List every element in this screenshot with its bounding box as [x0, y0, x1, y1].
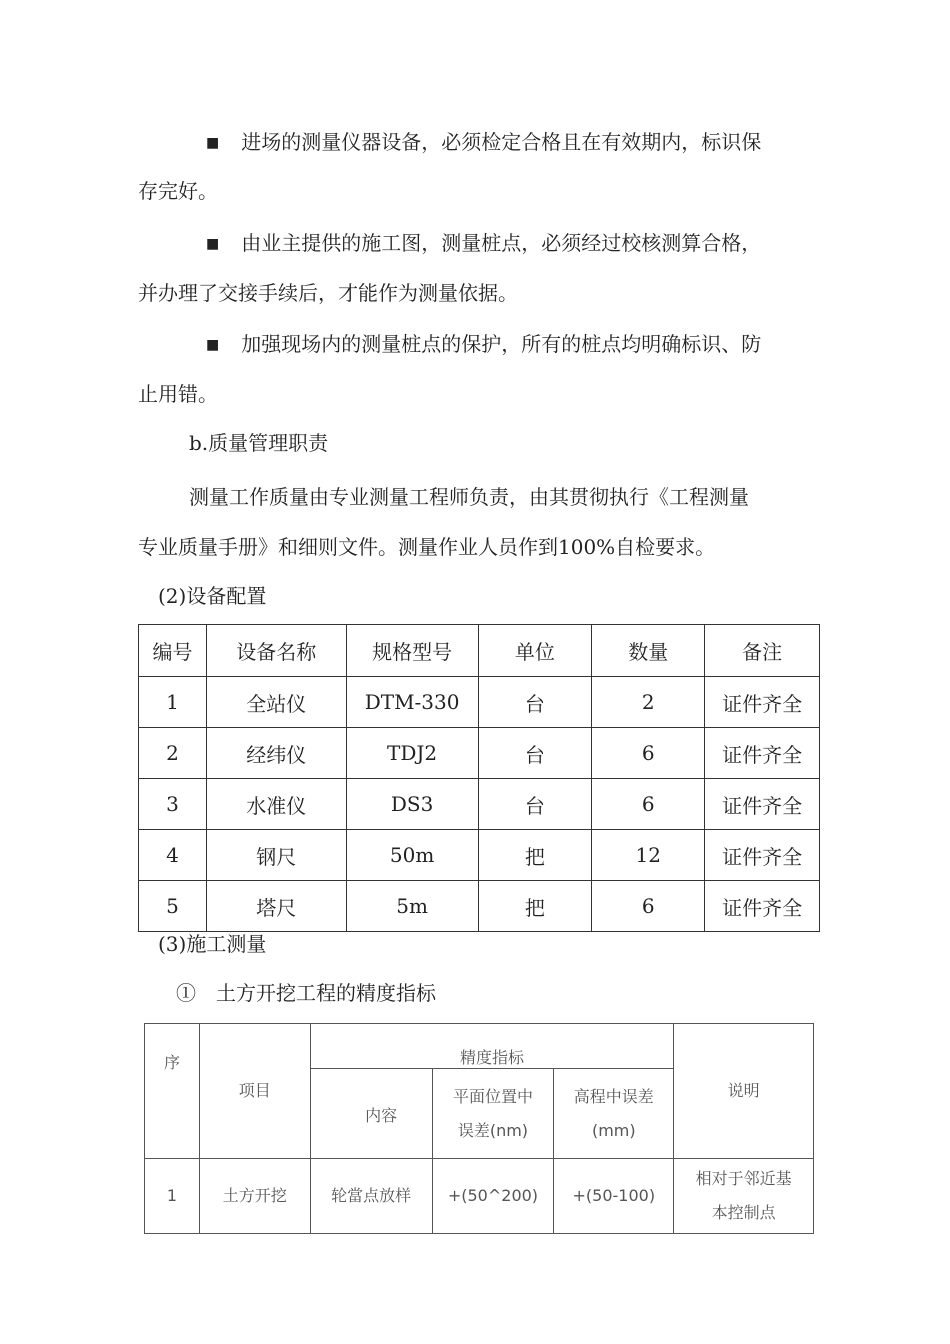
paragraph-continuation: 并办理了交接手续后，才能作为测量依据。 — [138, 281, 518, 305]
table-cell: 塔尺 — [206, 881, 346, 932]
paragraph-text: 由业主提供的施工图，测量桩点，必须经过校核测算合格， — [241, 231, 762, 255]
table-cell: 证件齐全 — [705, 881, 820, 932]
table-cell: 6 — [592, 881, 705, 932]
table-cell: 2 — [139, 728, 207, 779]
bullet-square-icon: ■ — [206, 337, 220, 353]
table-cell: 台 — [478, 779, 592, 830]
table-cell: 钢尺 — [206, 830, 346, 881]
table-cell: 1 — [145, 1159, 200, 1234]
paragraph-text: 加强现场内的测量桩点的保护，所有的桩点均明确标识、防 — [241, 332, 762, 356]
bullet-paragraph-2 — [206, 218, 761, 271]
table-cell: DTM-330 — [346, 677, 478, 728]
header-cell-text: 误差(nm) — [457, 1120, 529, 1140]
note-text: 本控制点 — [711, 1203, 776, 1222]
table-cell: 5m — [346, 881, 478, 932]
table-cell: 1 — [139, 677, 207, 728]
table-row — [139, 830, 820, 881]
header-cell-note: 说明 — [674, 1024, 814, 1159]
header-cell-elevation — [554, 1069, 674, 1159]
header-cell-text: (mm) — [591, 1120, 636, 1140]
header-cell-seq: 序 — [145, 1024, 200, 1159]
header-cell: 数量 — [592, 625, 705, 677]
table-cell: 证件齐全 — [705, 728, 820, 779]
header-cell-text: 高程中误差 — [573, 1086, 654, 1106]
header-cell: 规格型号 — [346, 625, 478, 677]
table-cell: +(50-100) — [554, 1159, 674, 1234]
paragraph-continuation: 专业质量手册》和细则文件。测量作业人员作到100%自检要求。 — [138, 535, 716, 559]
header-cell: 备注 — [705, 625, 820, 677]
table-cell: 把 — [478, 881, 592, 932]
header-cell-content: 内容 — [310, 1069, 432, 1159]
table-cell: 证件齐全 — [705, 830, 820, 881]
table-row — [145, 1159, 814, 1234]
subsection-heading-earthwork: ① 土方开挖工程的精度指标 — [176, 981, 436, 1005]
table-cell: TDJ2 — [346, 728, 478, 779]
table-cell: 4 — [139, 830, 207, 881]
bullet-paragraph-1 — [206, 117, 761, 170]
table-cell: 2 — [592, 677, 705, 728]
paragraph-quality: 测量工作质量由专业测量工程师负责，由其贯彻执行《工程测量 — [189, 485, 749, 509]
header-cell: 编号 — [139, 625, 207, 677]
header-cell-item: 项目 — [199, 1024, 310, 1159]
bullet-paragraph-3 — [206, 319, 761, 372]
table-cell: 台 — [478, 677, 592, 728]
table-cell: 证件齐全 — [705, 779, 820, 830]
table-cell: 经纬仪 — [206, 728, 346, 779]
table-cell-note — [674, 1159, 814, 1234]
table-cell: 12 — [592, 830, 705, 881]
table-cell: 6 — [592, 779, 705, 830]
paragraph-text: 进场的测量仪器设备，必须检定合格且在有效期内，标识保 — [241, 130, 762, 154]
header-cell-text: 平面位置中 — [452, 1086, 533, 1106]
paragraph-continuation: 止用错。 — [138, 382, 218, 406]
table-cell: 6 — [592, 728, 705, 779]
header-cell-precision: 精度指标 — [310, 1024, 674, 1069]
header-cell: 单位 — [478, 625, 592, 677]
table-cell: 50m — [346, 830, 478, 881]
table-row — [139, 728, 820, 779]
table-cell: 把 — [478, 830, 592, 881]
table-cell: 5 — [139, 881, 207, 932]
table-cell: +(50^200) — [432, 1159, 554, 1234]
section-heading-equipment: (2)设备配置 — [158, 584, 267, 608]
precision-table — [144, 1023, 814, 1234]
table-cell: 3 — [139, 779, 207, 830]
table-header-row — [139, 625, 820, 677]
paragraph-continuation: 存完好。 — [138, 179, 218, 203]
table-row — [139, 779, 820, 830]
table-header-row — [145, 1024, 814, 1069]
header-cell: 设备名称 — [206, 625, 346, 677]
bullet-square-icon: ■ — [206, 236, 220, 252]
table-cell: 证件齐全 — [705, 677, 820, 728]
table-cell: 土方开挖 — [199, 1159, 310, 1234]
header-cell-plane — [432, 1069, 554, 1159]
table-cell: 全站仪 — [206, 677, 346, 728]
note-text: 相对于邻近基 — [695, 1169, 792, 1188]
bullet-square-icon: ■ — [206, 135, 220, 151]
table-cell: 水准仪 — [206, 779, 346, 830]
table-cell: DS3 — [346, 779, 478, 830]
equipment-table — [138, 624, 820, 932]
table-cell: 台 — [478, 728, 592, 779]
section-heading-survey: (3)施工测量 — [158, 932, 267, 956]
table-cell: 轮當点放样 — [310, 1159, 432, 1234]
table-row — [139, 677, 820, 728]
section-heading-b: b.质量管理职责 — [189, 431, 329, 455]
